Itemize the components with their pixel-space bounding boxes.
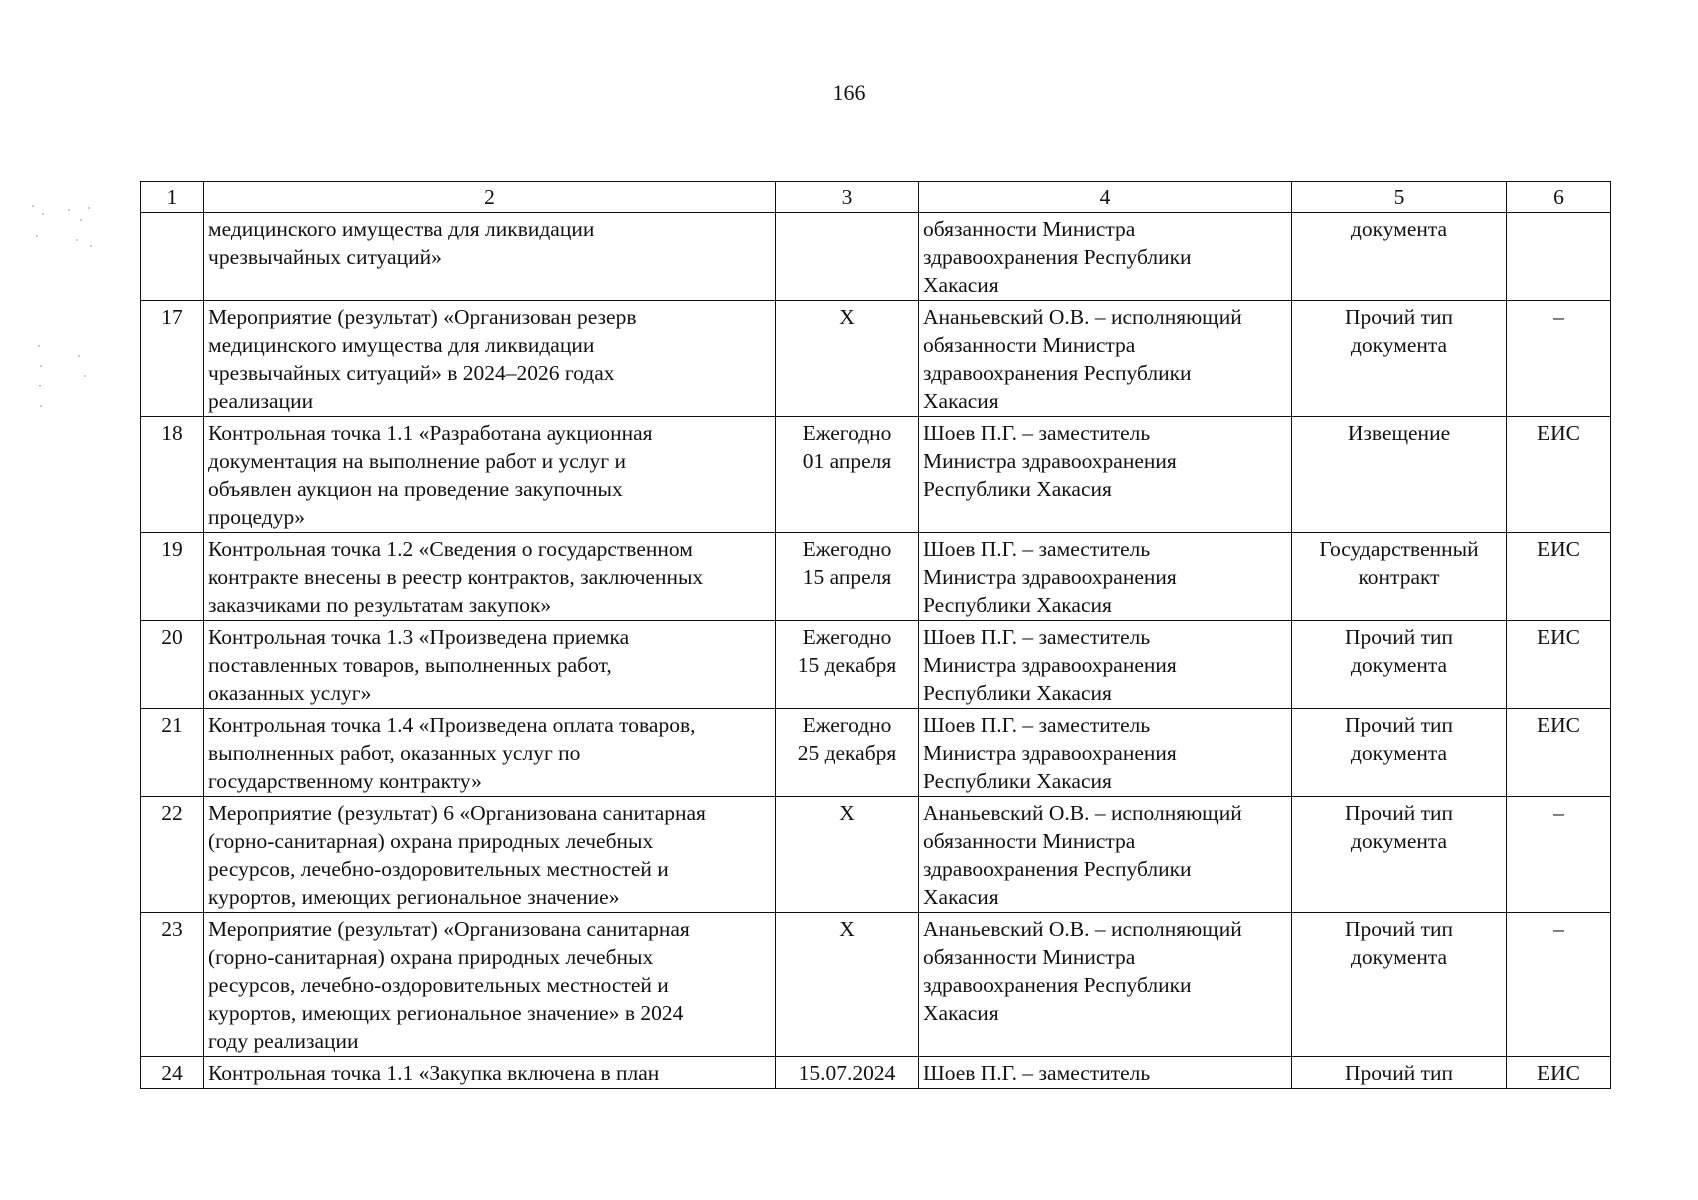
document-type-cell: Прочий тип документа (1292, 301, 1507, 417)
document-type-cell: документа (1292, 213, 1507, 301)
table-header-row (141, 182, 1611, 213)
info-system-cell: ЕИС (1507, 1057, 1611, 1089)
info-system-cell (1507, 213, 1611, 301)
table-row (141, 913, 1611, 1057)
document-type-cell: Прочий тип документа (1292, 797, 1507, 913)
header-cell: 3 (776, 182, 919, 213)
responsible-person-cell: Шоев П.Г. – заместитель Министра здравоохранения Республики Хакасия (919, 709, 1292, 797)
responsible-person-cell: Шоев П.Г. – заместитель Министра здравоохранения Республики Хакасия (919, 621, 1292, 709)
info-system-cell: ЕИС (1507, 417, 1611, 533)
event-title-cell: Мероприятие (результат) «Организована санитарная (горно-санитарная) охрана природных лечебных ресурсов, лечебно-оздоровительных местностей и курортов, имеющих региональное значение» в 2024 году реализации (204, 913, 776, 1057)
responsible-person-cell: Ананьевский О.В. – исполняющий обязанности Министра здравоохранения Республики Хакасия (919, 797, 1292, 913)
document-type-cell: Прочий тип документа (1292, 709, 1507, 797)
header-cell: 6 (1507, 182, 1611, 213)
header-cell: 4 (919, 182, 1292, 213)
row-number-cell (141, 213, 204, 301)
info-system-cell: ЕИС (1507, 621, 1611, 709)
document-type-cell: Государственный контракт (1292, 533, 1507, 621)
info-system-cell: ЕИС (1507, 709, 1611, 797)
due-date-cell: Ежегодно 15 декабря (776, 621, 919, 709)
due-date-cell: Ежегодно 15 апреля (776, 533, 919, 621)
due-date-cell: X (776, 913, 919, 1057)
row-number-cell: 22 (141, 797, 204, 913)
control-points-table (140, 181, 1611, 1089)
event-title-cell: Контрольная точка 1.2 «Сведения о государственном контракте внесены в реестр контрактов, заключенных заказчиками по результатам закупок» (204, 533, 776, 621)
page-number: 166 (832, 80, 866, 105)
due-date-cell: Ежегодно 01 апреля (776, 417, 919, 533)
document-type-cell: Прочий тип документа (1292, 913, 1507, 1057)
table-row (141, 621, 1611, 709)
due-date-cell: 15.07.2024 (776, 1057, 919, 1089)
due-date-cell (776, 213, 919, 301)
table-row (141, 797, 1611, 913)
row-number-cell: 23 (141, 913, 204, 1057)
table-row (141, 709, 1611, 797)
row-number-cell: 19 (141, 533, 204, 621)
table-row (141, 1057, 1611, 1089)
responsible-person-cell: Ананьевский О.В. – исполняющий обязанности Министра здравоохранения Республики Хакасия (919, 913, 1292, 1057)
responsible-person-cell: Ананьевский О.В. – исполняющий обязанности Министра здравоохранения Республики Хакасия (919, 301, 1292, 417)
document-type-cell: Прочий тип документа (1292, 621, 1507, 709)
row-number-cell: 21 (141, 709, 204, 797)
info-system-cell: – (1507, 301, 1611, 417)
header-cell: 2 (204, 182, 776, 213)
event-title-cell: Контрольная точка 1.1 «Закупка включена в план (204, 1057, 776, 1089)
info-system-cell: – (1507, 797, 1611, 913)
responsible-person-cell: обязанности Министра здравоохранения Республики Хакасия (919, 213, 1292, 301)
event-title-cell: Мероприятие (результат) 6 «Организована санитарная (горно-санитарная) охрана природных лечебных ресурсов, лечебно-оздоровительных местностей и курортов, имеющих региональное значение» (204, 797, 776, 913)
scan-specks (28, 205, 108, 425)
responsible-person-cell: Шоев П.Г. – заместитель (919, 1057, 1292, 1089)
table-row (141, 533, 1611, 621)
due-date-cell: Ежегодно 25 декабря (776, 709, 919, 797)
due-date-cell: X (776, 797, 919, 913)
row-number-cell: 17 (141, 301, 204, 417)
event-title-cell: Контрольная точка 1.1 «Разработана аукционная документация на выполнение работ и услуг и объявлен аукцион на проведение закупочных процедур» (204, 417, 776, 533)
row-number-cell: 20 (141, 621, 204, 709)
row-number-cell: 18 (141, 417, 204, 533)
table-row (141, 213, 1611, 301)
table-row (141, 417, 1611, 533)
due-date-cell: X (776, 301, 919, 417)
event-title-cell: Контрольная точка 1.4 «Произведена оплата товаров, выполненных работ, оказанных услуг по государственному контракту» (204, 709, 776, 797)
responsible-person-cell: Шоев П.Г. – заместитель Министра здравоохранения Республики Хакасия (919, 417, 1292, 533)
row-number-cell: 24 (141, 1057, 204, 1089)
document-type-cell: Извещение (1292, 417, 1507, 533)
event-title-cell: Контрольная точка 1.3 «Произведена приемка поставленных товаров, выполненных работ, оказанных услуг» (204, 621, 776, 709)
event-title-cell: медицинского имущества для ликвидации чрезвычайных ситуаций» (204, 213, 776, 301)
table-row (141, 301, 1611, 417)
info-system-cell: – (1507, 913, 1611, 1057)
event-title-cell: Мероприятие (результат) «Организован резерв медицинского имущества для ликвидации чрезвычайных ситуаций» в 2024–2026 годах реализации (204, 301, 776, 417)
header-cell: 5 (1292, 182, 1507, 213)
responsible-person-cell: Шоев П.Г. – заместитель Министра здравоохранения Республики Хакасия (919, 533, 1292, 621)
header-cell: 1 (141, 182, 204, 213)
info-system-cell: ЕИС (1507, 533, 1611, 621)
document-type-cell: Прочий тип (1292, 1057, 1507, 1089)
